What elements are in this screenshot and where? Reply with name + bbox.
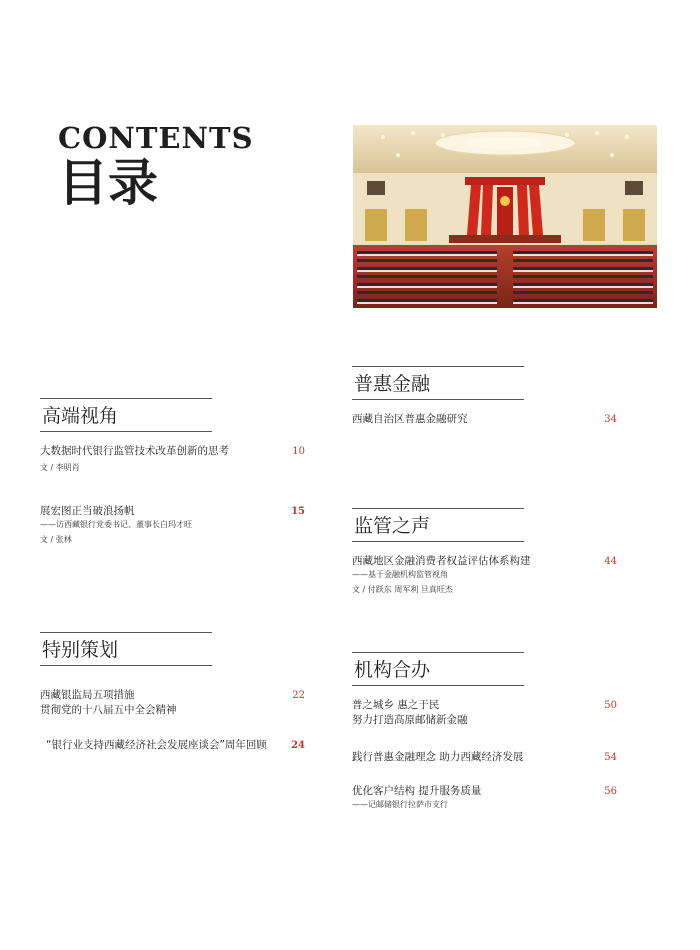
toc-entry[interactable]	[40, 688, 305, 718]
conference-hall-illustration	[353, 125, 657, 308]
toc-entry-page: 44	[604, 556, 617, 567]
toc-entry-subtitle: ——基于金融机构监管视角	[352, 570, 448, 579]
section-puhui-jinrong	[352, 366, 524, 400]
toc-entry-title: 展宏图正当破浪扬帆	[40, 505, 135, 517]
section-heading: 机构合办	[352, 653, 524, 686]
toc-entry-page: 50	[604, 700, 617, 711]
section-gaoduan-shijiao	[40, 398, 212, 432]
toc-entry-title: 大数据时代银行监管技术改革创新的思考	[40, 445, 229, 457]
section-heading: 监管之声	[352, 509, 524, 542]
section-heading: 高端视角	[40, 399, 212, 432]
toc-entry-page: 34	[604, 414, 617, 425]
toc-entry-author: 文 / 付跃东 周军利 旦真旺杰	[352, 585, 453, 594]
toc-entry-title: “银行业支持西藏经济社会发展座谈会”周年回顾	[46, 739, 267, 751]
toc-entry-title-line1: 普之城乡 惠之于民	[352, 699, 440, 711]
toc-entry-page: 22	[292, 690, 305, 701]
toc-entry-page: 56	[604, 786, 617, 797]
section-jigou-heban	[352, 652, 524, 686]
masthead	[58, 122, 254, 212]
toc-entry-title-line2: 努力打造高原邮储新金融	[352, 714, 468, 726]
toc-entry[interactable]	[40, 444, 305, 474]
toc-entry-title-line1: 西藏银监局五项措施	[40, 689, 135, 701]
toc-entry-title: 优化客户结构 提升服务质量	[352, 785, 482, 797]
toc-entry-title: 西藏地区金融消费者权益评估体系构建	[352, 555, 531, 567]
contents-title-cn: 目录	[58, 153, 158, 212]
toc-entry[interactable]	[352, 784, 617, 811]
toc-entry-page: 15	[291, 506, 305, 517]
toc-entry-page: 24	[291, 740, 305, 751]
toc-entry[interactable]	[352, 750, 617, 765]
toc-entry-title: 西藏自治区普惠金融研究	[352, 413, 468, 425]
toc-entry[interactable]	[352, 412, 617, 427]
toc-entry-subtitle: ——记邮储银行拉萨市支行	[352, 800, 448, 809]
toc-entry[interactable]	[352, 698, 617, 728]
toc-entry-subtitle: ——访西藏银行党委书记、董事长白玛才旺	[40, 520, 192, 529]
section-heading: 普惠金融	[352, 367, 524, 400]
toc-entry-title-line2: 贯彻党的十八届五中全会精神	[40, 704, 177, 716]
toc-entry-author: 文 / 张林	[40, 535, 72, 544]
section-tebie-cehua	[40, 632, 212, 666]
toc-entry-page: 54	[604, 752, 617, 763]
toc-entry[interactable]	[40, 504, 305, 546]
toc-entry-title: 践行普惠金融理念 助力西藏经济发展	[352, 751, 524, 763]
toc-entry[interactable]	[352, 554, 617, 596]
contents-title-en: CONTENTS	[58, 121, 254, 155]
toc-entry-author: 文 / 李明肖	[40, 463, 80, 472]
toc-entry-page: 10	[292, 446, 305, 457]
conference-hall-photo	[353, 125, 657, 308]
section-jianguan-zhisheng	[352, 508, 524, 542]
section-heading: 特别策划	[40, 633, 212, 666]
toc-entry[interactable]	[40, 738, 305, 753]
